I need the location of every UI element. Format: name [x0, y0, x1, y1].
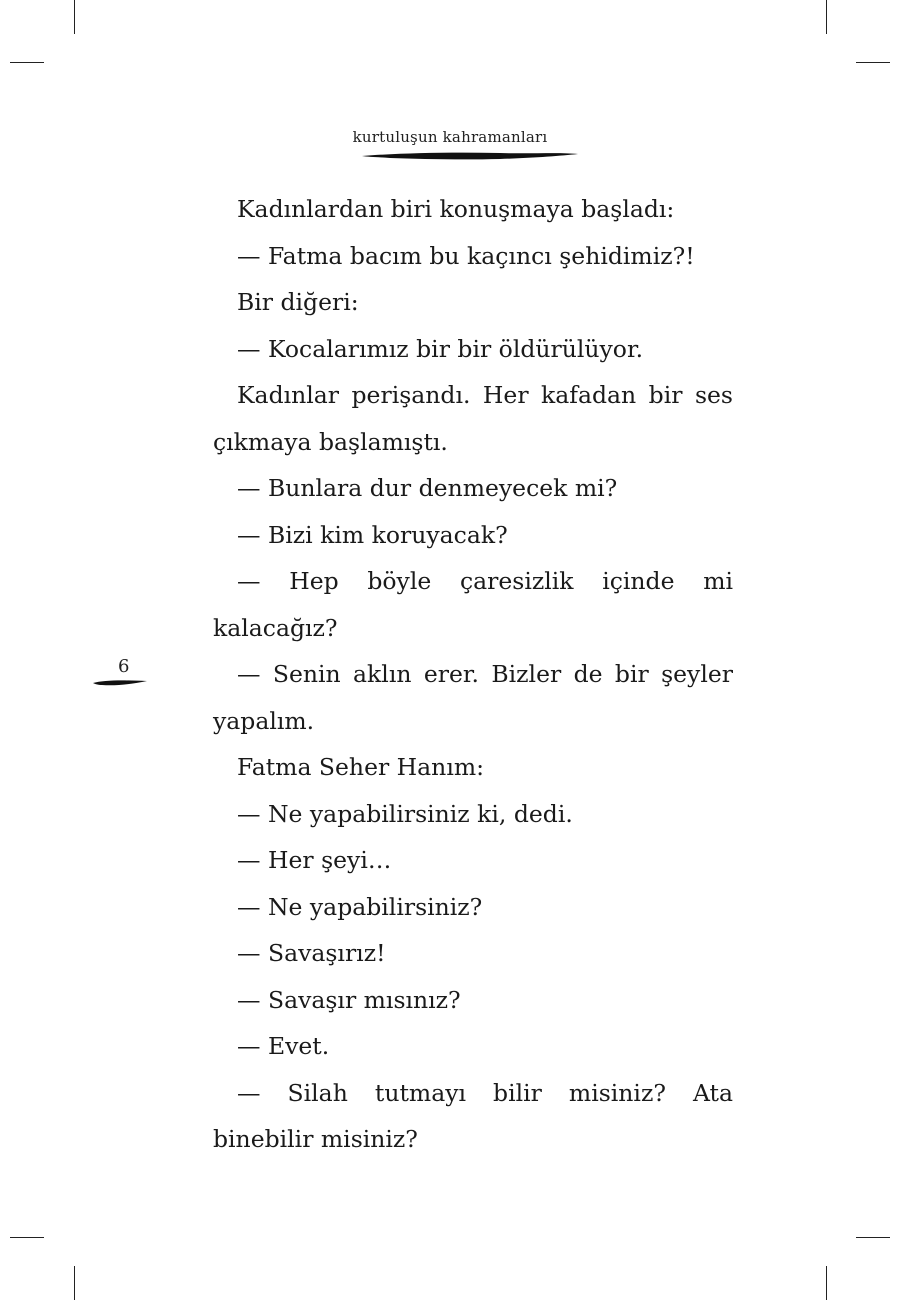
- dialogue-line: — Savaşır mısınız?: [237, 985, 461, 1014]
- crop-mark: [74, 1266, 75, 1300]
- dialogue-line: — Ne yapabilirsiniz ki, dedi.: [237, 799, 573, 828]
- dialogue-line: — Silah tutmayı bilir misiniz? Ata binebilir misiniz?: [213, 1078, 733, 1153]
- crop-mark: [856, 1237, 890, 1238]
- brush-stroke-ornament: [92, 678, 148, 688]
- crop-mark: [826, 1266, 827, 1300]
- dialogue-line: — Bunlara dur denmeyecek mi?: [237, 474, 618, 502]
- paragraph: Fatma Seher Hanım:: [237, 753, 485, 781]
- crop-mark: [826, 0, 827, 34]
- brush-stroke-ornament: [360, 150, 580, 162]
- page-number: 6: [118, 656, 130, 677]
- dialogue-line: — Bizi kim koruyacak?: [237, 520, 508, 549]
- paragraph: Kadınlar perişandı. Her kafadan bir ses çıkmaya başlamıştı.: [213, 381, 733, 456]
- dialogue-line: — Ne yapabilirsiniz?: [237, 892, 483, 921]
- running-head: kurtuluşun kahramanları: [352, 128, 548, 146]
- paragraph: Bir diğeri:: [237, 288, 359, 316]
- crop-mark: [856, 62, 890, 63]
- body-text: [213, 186, 733, 1163]
- dialogue-line: — Kocalarımız bir bir öldürülüyor.: [237, 334, 644, 363]
- crop-mark: [74, 0, 75, 34]
- dialogue-line: — Her şeyi…: [237, 846, 392, 874]
- dialogue-line: — Hep böyle çaresizlik içinde mi kalacağız?: [213, 567, 733, 642]
- dialogue-line: — Evet.: [237, 1032, 330, 1060]
- dialogue-line: — Savaşırız!: [237, 939, 386, 967]
- crop-mark: [10, 1237, 44, 1238]
- dialogue-line: — Senin aklın erer. Bizler de bir şeyler yapalım.: [213, 660, 733, 735]
- dialogue-line: — Fatma bacım bu kaçıncı şehidimiz?!: [237, 241, 695, 270]
- paragraph: Kadınlardan biri konuşmaya başladı:: [237, 195, 675, 223]
- crop-mark: [10, 62, 44, 63]
